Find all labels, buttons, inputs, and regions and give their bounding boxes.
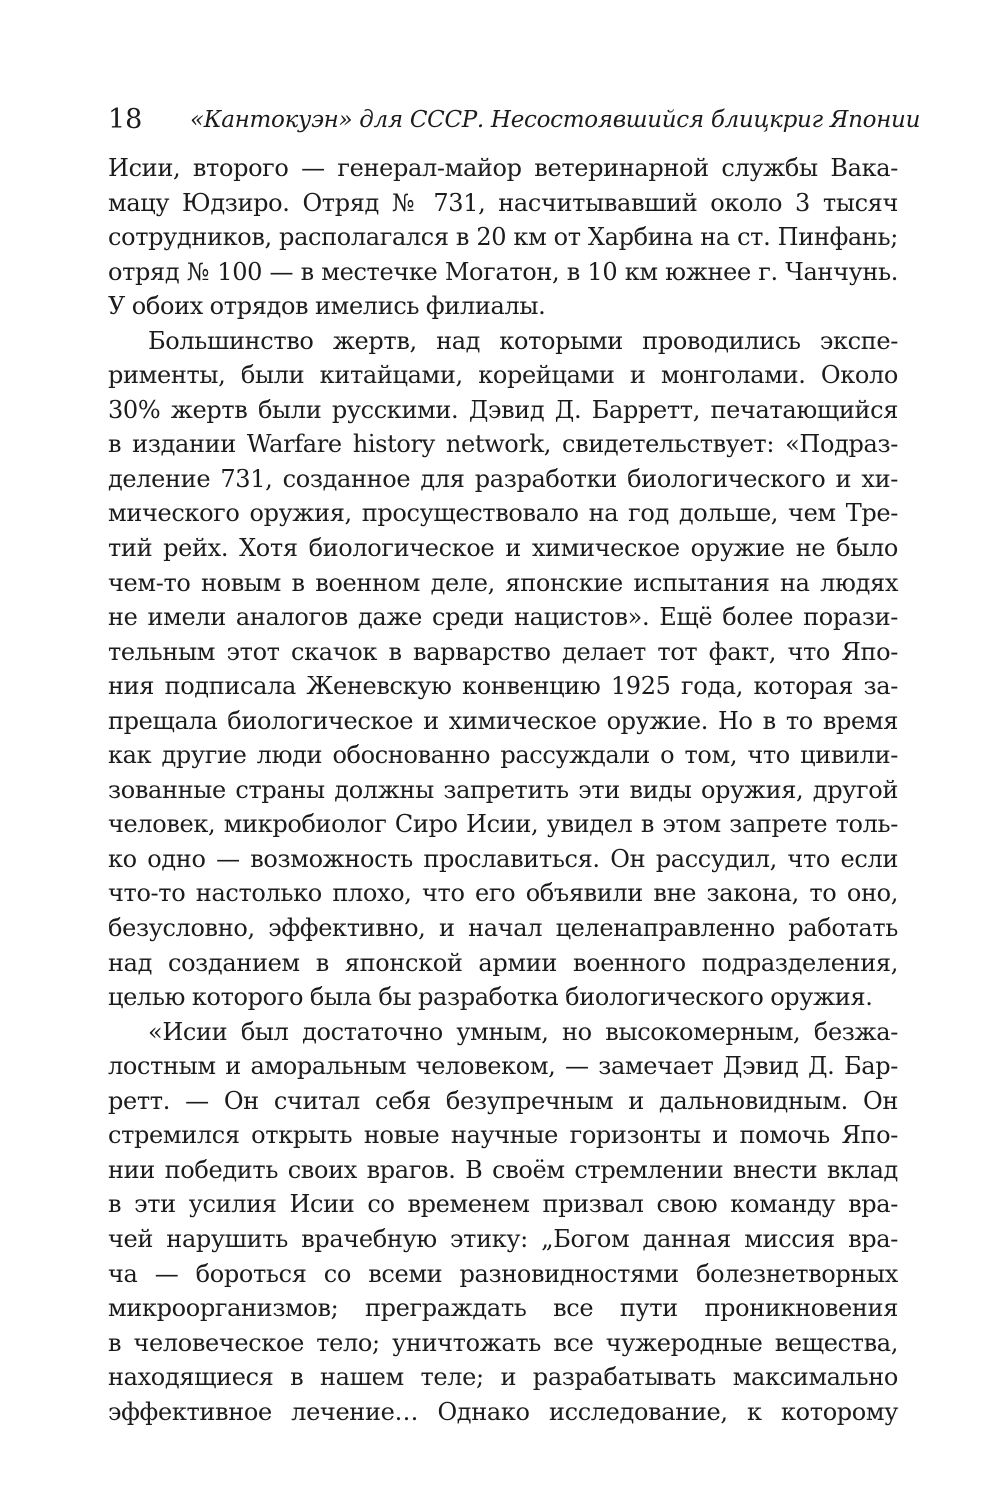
- text-line: чем-то новым в военном деле, японские испытания на людях: [108, 568, 898, 597]
- text-line: что-то настолько плохо, что его объявили вне закона, то оно,: [108, 879, 898, 908]
- text-line: микроорганизмов; преграждать все пути проникновения: [108, 1294, 898, 1323]
- text-line: Исии, второго — генерал-майор ветеринарной службы Вака-: [108, 154, 898, 182]
- text-line: безусловно, эффективно, и начал целенаправленно работать: [108, 914, 898, 943]
- text-line: ко одно — возможность прославиться. Он рассудил, что если: [108, 844, 898, 873]
- page-number: 18: [108, 104, 143, 135]
- text-line: У обоих отрядов имелись филиалы.: [108, 292, 546, 321]
- text-line: лостным и аморальным человеком, — замечает Дэвид Д. Бар-: [108, 1052, 898, 1081]
- running-head: [108, 102, 921, 138]
- text-line: находящиеся в нашем теле; и разрабатывать максимально: [108, 1363, 898, 1392]
- text-line: человек, микробиолог Сиро Исии, увидел в этом запрете толь-: [108, 810, 898, 839]
- text-line: зованные страны должны запретить эти виды оружия, другой: [108, 775, 898, 804]
- text-line: тий рейх. Хотя биологическое и химическое оружие не было: [108, 534, 898, 563]
- text-line: мического оружия, просуществовало на год дольше, чем Тре-: [108, 499, 898, 528]
- text-line: в человеческое тело; уничтожать все чужеродные вещества,: [108, 1328, 898, 1357]
- text-line: нии победить своих врагов. В своём стремлении внести вклад: [108, 1155, 898, 1184]
- text-line: эффективное лечение… Однако исследование, к которому: [108, 1397, 898, 1426]
- text-line: деление 731, созданное для разработки биологического и хи-: [108, 464, 898, 493]
- text-line: стремился открыть новые научные горизонты и помочь Япо-: [108, 1121, 898, 1150]
- text-line: ния подписала Женевскую конвенцию 1925 года, которая за-: [108, 672, 898, 701]
- text-line: рименты, были китайцами, корейцами и монголами. Около: [108, 361, 898, 390]
- text-line: 30% жертв были русскими. Дэвид Д. Барретт, печатающийся: [108, 395, 898, 424]
- text-line: в издании Warfare history network, свидетельствует: «Подраз-: [108, 430, 898, 459]
- text-line: отряд № 100 — в местечке Могатон, в 10 км южнее г. Чанчунь.: [108, 257, 898, 286]
- running-head-title: «Кантокуэн» для СССР. Несостоявшийся блицкриг Японии: [190, 107, 921, 133]
- text-line: тельным этот скачок в варварство делает тот факт, что Япо-: [108, 637, 898, 666]
- text-line: чей нарушить врачебную этику: „Богом данная миссия вра-: [108, 1224, 898, 1253]
- text-line: Большинство жертв, над которыми проводились экспе-: [148, 326, 898, 355]
- text-line: ча — бороться со всеми разновидностями болезнетворных: [108, 1259, 898, 1288]
- text-line: над созданием в японской армии военного подразделения,: [108, 948, 898, 977]
- text-line: «Исии был достаточно умным, но высокомерным, безжа-: [148, 1017, 898, 1046]
- text-line: целью которого была бы разработка биологического оружия.: [108, 983, 873, 1012]
- text-line: сотрудников, располагался в 20 км от Харбина на ст. Пинфань;: [108, 223, 898, 252]
- text-line: как другие люди обоснованно рассуждали о том, что цивили-: [108, 741, 898, 770]
- text-line: ретт. — Он считал себя безупречным и дальновидным. Он: [108, 1086, 898, 1115]
- text-line: не имели аналогов даже среди нацистов». Ещё более порази-: [108, 603, 898, 632]
- text-line: в эти усилия Исии со временем призвал свою команду вра-: [108, 1190, 898, 1219]
- body-text: [108, 151, 898, 1429]
- text-line: мацу Юдзиро. Отряд № 731, насчитывавший около 3 тысяч: [108, 188, 898, 217]
- text-line: прещала биологическое и химическое оружие. Но в то время: [108, 706, 898, 735]
